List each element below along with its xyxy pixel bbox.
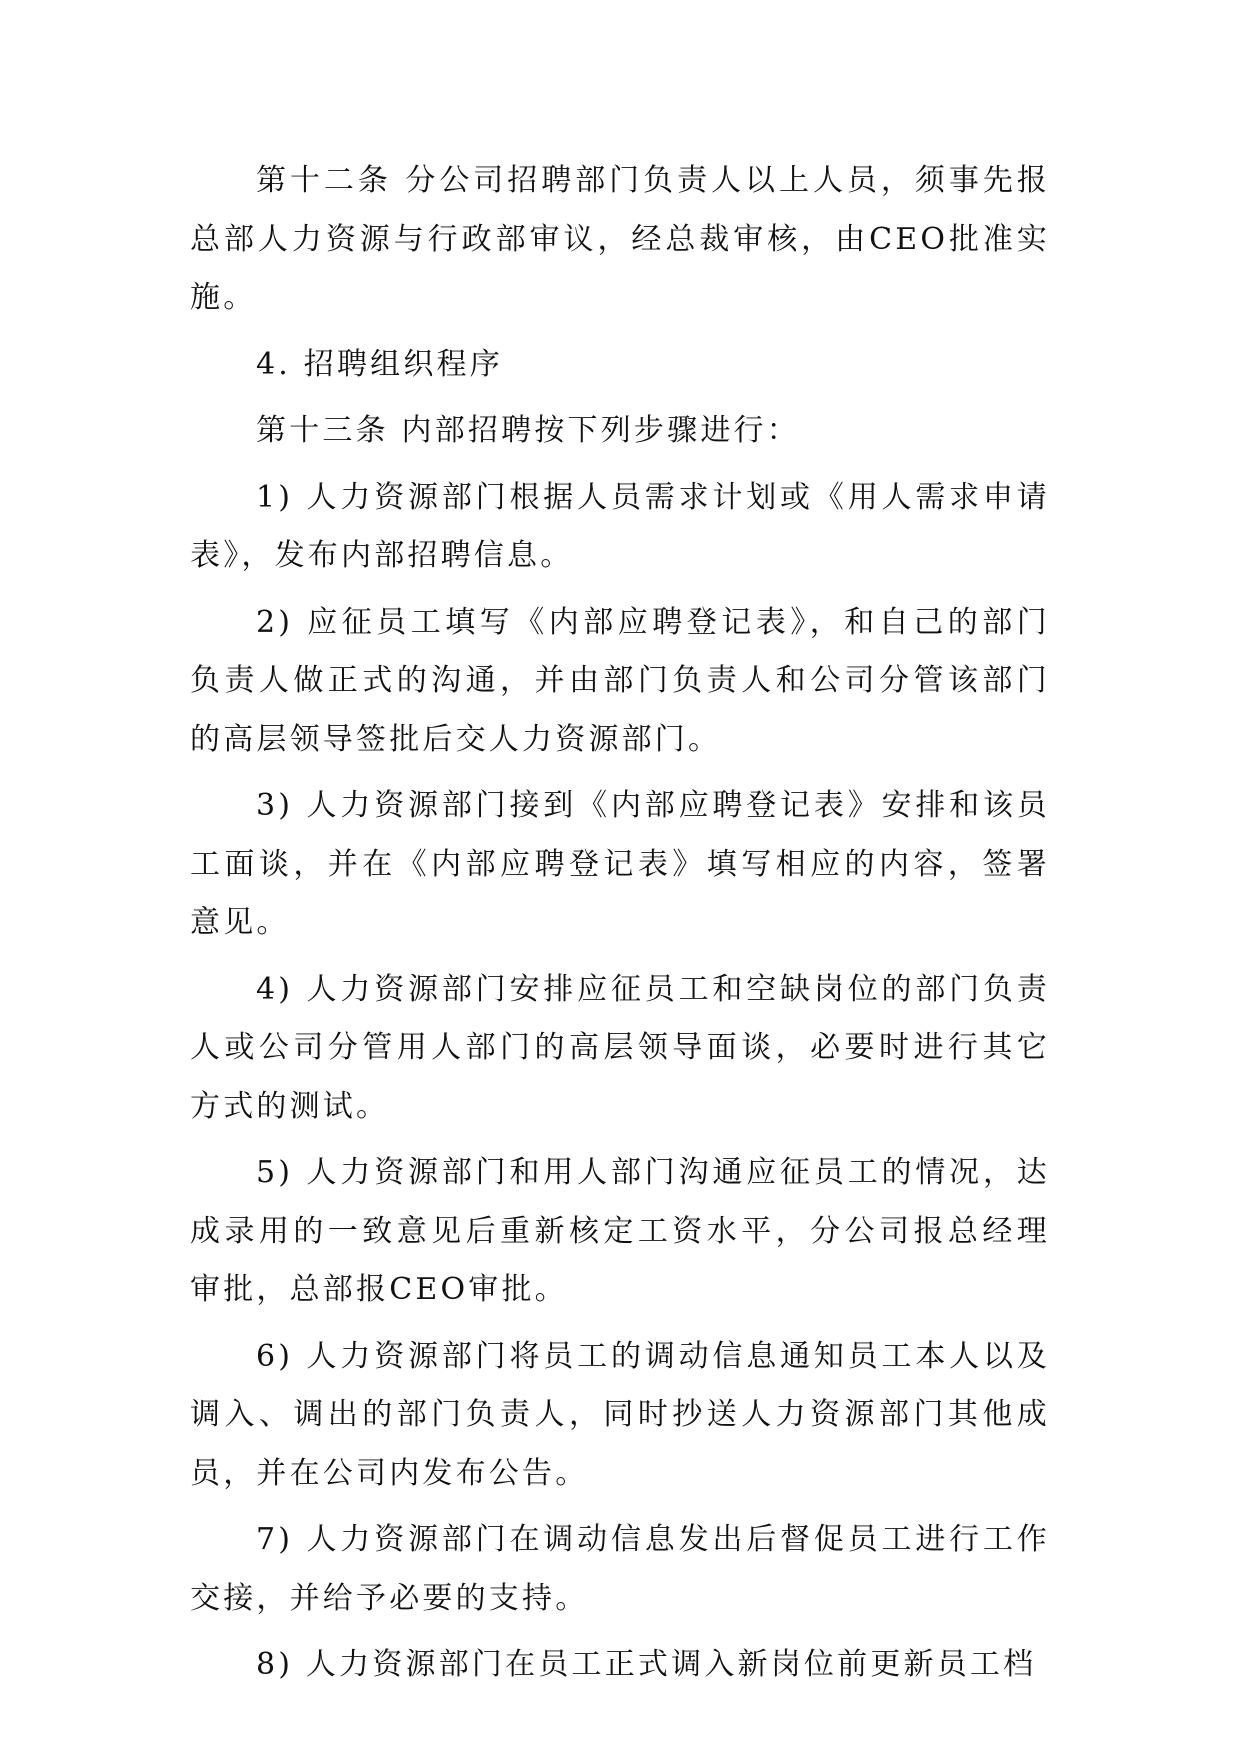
article-12-paragraph: 第十二条 分公司招聘部门负责人以上人员，须事先报总部人力资源与行政部审议，经总裁审核，由CEO批准实施。	[190, 163, 1050, 315]
step-6-paragraph: 6) 人力资源部门将员工的调动信息通知员工本人以及调入、调出的部门负责人，同时抄送人力资源部门其他成员，并在公司内发布公告。	[190, 1338, 1050, 1491]
section-heading-recruitment-procedure: 4. 招聘组织程序	[256, 346, 503, 382]
step-1-paragraph: 1) 人力资源部门根据人员需求计划或《用人需求申请表》，发布内部招聘信息。	[190, 479, 1050, 573]
step-4-paragraph: 4) 人力资源部门安排应征员工和空缺岗位的部门负责人或公司分管用人部门的高层领导面谈，必要时进行其它方式的测试。	[190, 971, 1050, 1124]
step-2-paragraph: 2) 应征员工填写《内部应聘登记表》，和自己的部门负责人做正式的沟通，并由部门负责人和公司分管该部门的高层领导签批后交人力资源部门。	[190, 604, 1050, 757]
document-page	[190, 152, 1050, 1695]
step-5-paragraph: 5) 人力资源部门和用人部门沟通应征员工的情况，达成录用的一致意见后重新核定工资水平，分公司报总经理审批，总部报CEO审批。	[190, 1155, 1050, 1307]
article-13-paragraph: 第十三条 内部招聘按下列步骤进行：	[256, 413, 800, 448]
step-7-paragraph: 7) 人力资源部门在调动信息发出后督促员工进行工作交接，并给予必要的支持。	[190, 1522, 1050, 1616]
step-3-paragraph: 3) 人力资源部门接到《内部应聘登记表》安排和该员工面谈，并在《内部应聘登记表》填写相应的内容，签署意见。	[190, 788, 1050, 940]
step-8-paragraph: 8) 人力资源部门在员工正式调入新岗位前更新员工档	[256, 1647, 1037, 1682]
